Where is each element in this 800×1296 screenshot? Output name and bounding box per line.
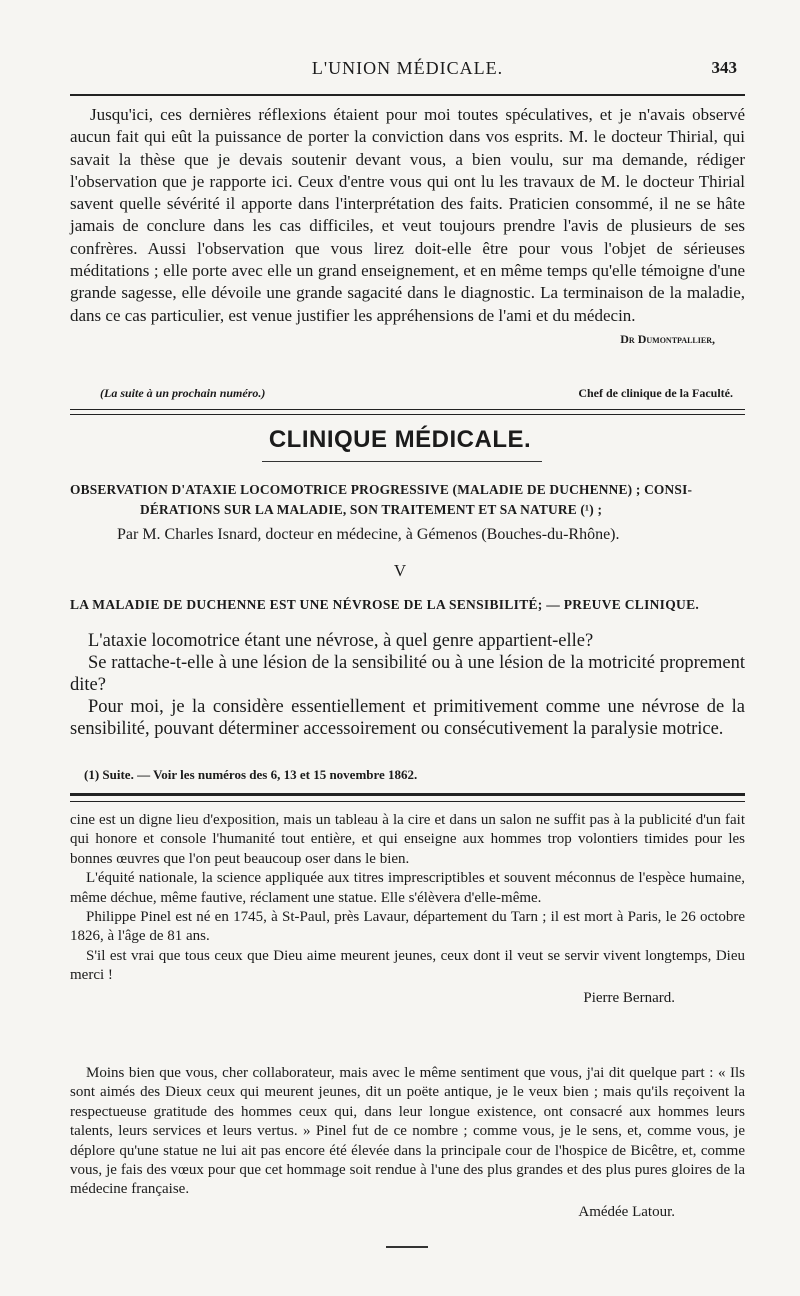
section-body — [70, 630, 745, 740]
intro-paragraph: Jusqu'ici, ces dernières réflexions étaient pour moi toutes spéculatives, et je n'avais observé aucun fait qui eût la puissance de porter la conviction dans vos esprits. M. le docteur Thirial, qui savait la thèse que je devais soutenir devant vous, a bien voulu, sur ma demande, rédiger l'observation que je rapporte ici. Ceux d'entre vous qui ont lu les travaux de M. le docteur Thirial savent quelle sévérité il apporte dans l'interprétation des faits. Praticien consommé, il ne se hâte jamais de conclure dans les cas difficiles, et veut toujours prendre l'avis de plusieurs de ses confrères. Aussi l'observation que vous lirez doit-elle être pour vous l'objet de sérieuses méditations ; elle porte avec elle un grand enseignement, et en même temps qu'elle témoigne d'une grande sagesse, elle dévoile une grande sagacité dans le diagnostic. La terminaison de la maladie, dans ce cas particulier, est venue justifier les appréhensions de l'ami et du médecin. — [70, 105, 745, 325]
running-header — [70, 58, 745, 84]
byline — [70, 526, 792, 544]
observation-title-line1: OBSERVATION D'ATAXIE LOCOMOTRICE PROGRESSIVE (MALADIE DE DUCHENNE) ; CONSI- — [70, 482, 693, 497]
footnote — [70, 767, 759, 783]
section-paragraph-1: L'ataxie locomotrice étant une névrose, à quel genre appartient-elle? — [88, 631, 594, 651]
section-paragraph-2: Se rattache-t-elle à une lésion de la sensibilité ou à une lésion de la motricité proprement dite? — [70, 653, 745, 695]
section-paragraph-3: Pour moi, je la considère essentiellement et primitivement comme une névrose de la sensibilité, pouvant déterminer accessoirement ou consécutivement la paralysie motrice. — [70, 697, 745, 739]
author-signature — [70, 330, 745, 348]
feuilleton-part1 — [70, 811, 745, 1007]
signature-bernard: Pierre Bernard. — [583, 989, 675, 1006]
feuilleton-part2 — [70, 1064, 745, 1221]
section-separator — [70, 409, 745, 415]
part-number: V — [393, 561, 407, 580]
feuilleton-paragraph-3: Philippe Pinel est né en 1745, à St-Paul, près Lavaur, département du Tarn ; il est mort à Paris, le 26 octobre 1826, à l'âge de 81 ans. — [70, 909, 745, 945]
end-rule — [386, 1246, 428, 1248]
byline-text: Par M. Charles Isnard, docteur en médecine, à Gémenos (Bouches-du-Rhône). — [117, 526, 620, 543]
feuilleton-separator — [70, 793, 745, 802]
running-title: L'UNION MÉDICALE. — [311, 58, 504, 78]
feuilleton-paragraph-1: cine est un digne lieu d'exposition, mais un tableau à la cire et dans un salon ne suffit pas à la publicité d'un fait qui honore et console l'humanité tout entière, et qui enseigne aux hommes trop volontiers timides pour les bonnes œuvres que l'on peut beaucoup oser dans le bien. — [70, 812, 745, 867]
author-title: Chef de clinique de la Faculté. — [578, 386, 733, 400]
feuilleton-paragraph-4: S'il est vrai que tous ceux que Dieu aime meurent jeunes, ceux dont il veut se servir vivent longtemps, Dieu merci ! — [70, 947, 745, 984]
header-rule — [70, 94, 745, 96]
subheading — [70, 597, 745, 613]
section-title: CLINIQUE MÉDICALE. — [268, 426, 532, 453]
footnote-text: (1) Suite. — Voir les numéros des 6, 13 et 15 novembre 1862. — [84, 767, 418, 782]
signature-latour: Amédée Latour. — [578, 1203, 675, 1220]
observation-title — [70, 480, 745, 520]
intro-block — [70, 104, 745, 348]
page-number: 343 — [711, 58, 737, 77]
observation-title-line2: DÉRATIONS SUR LA MALADIE, SON TRAITEMENT ET SA NATURE (¹) ; — [140, 502, 603, 517]
feuilleton-paragraph-5: Moins bien que vous, cher collaborateur, mais avec le même sentiment que vous, j'ai dit quelque part : « Ils sont aimés des Dieux ceux qui meurent jeunes, dit un poëte antique, je le veux bien ; mais qu'ils reçoivent la respectueuse gratitude des hommes ceux qui, dans leur longue existence, ont consacré aux hommes leurs talents, leurs services et leurs vertus. » Pinel fut de ce nombre ; comme vous, je le sens, et, comme vous, je déplore qu'une statue ne lui ait pas encore été élevée dans la principale cour de l'hospice de Bicêtre, et, comme vous, je fais des vœux pour que cet hommage soit rendue à l'une des plus grandes et des plus pures gloires de la médecine française. — [70, 1065, 745, 1198]
feuilleton-paragraph-2: L'équité nationale, la science appliquée aux titres imprescriptibles et souvent méconnus de l'espèce humaine, même déchue, même fautive, réclament une statue. Elle s'élèvera d'elle-même. — [70, 870, 745, 906]
author-name: Dr Dumontpallier, — [620, 331, 715, 346]
subheading-text: LA MALADIE DE DUCHENNE EST UNE NÉVROSE DE LA SENSIBILITÉ; — PREUVE CLINIQUE. — [70, 597, 700, 612]
continuation-note: (La suite à un prochain numéro.) — [100, 386, 266, 400]
section-title-underline — [262, 461, 542, 462]
